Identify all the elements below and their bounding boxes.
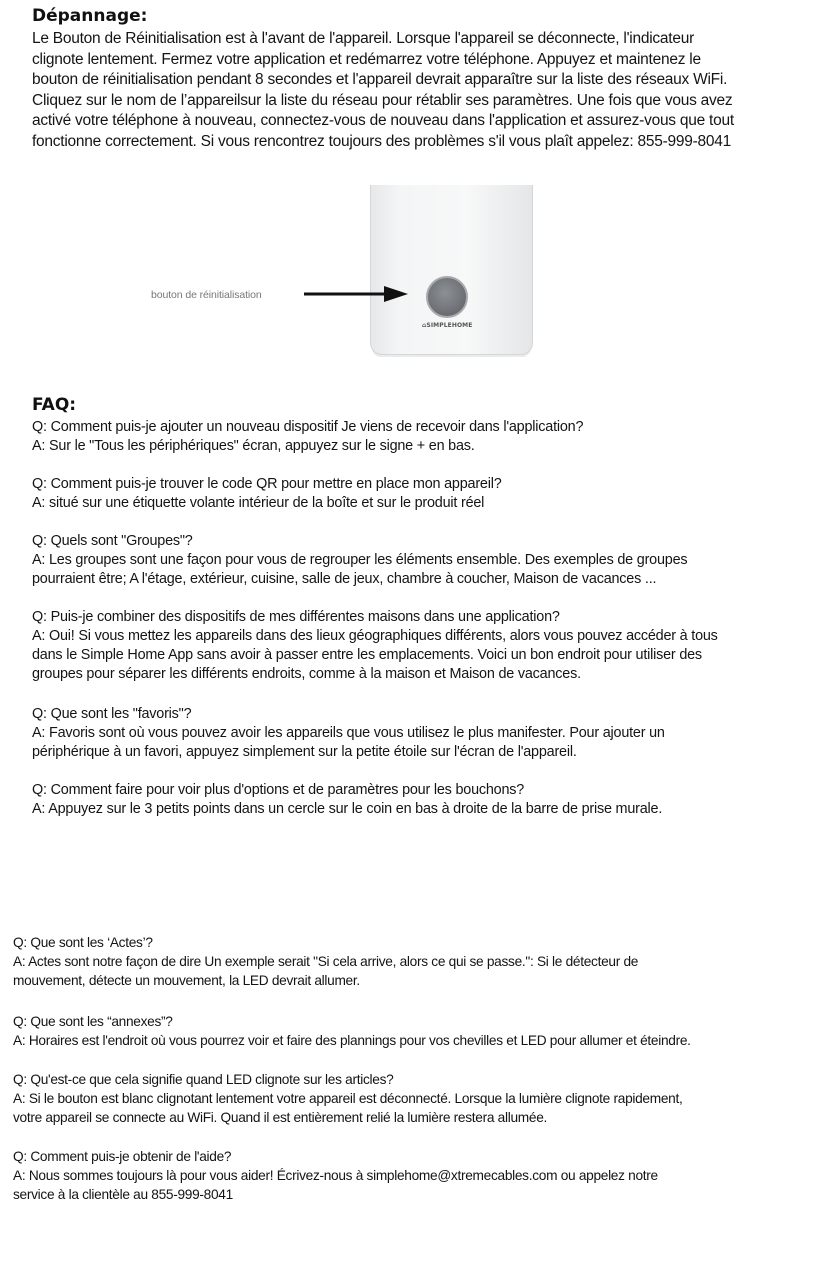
reset-button-callout-label: bouton de réinitialisation [151, 289, 262, 301]
faq-item [32, 532, 687, 589]
faq-answer: périphérique à un favori, appuyez simplement sur la petite étoile sur l'écran de l'appareil. [32, 744, 577, 760]
brand-logo [422, 322, 472, 329]
faq-item [32, 608, 718, 684]
troubleshooting-heading: Dépannage: [32, 6, 148, 26]
faq-answer: groupes pour séparer les différents endroits, comme à la maison et Maison de vacances. [32, 666, 581, 682]
faq-question: Q: Comment puis-je obtenir de l'aide? [13, 1149, 232, 1164]
faq-item [13, 1070, 682, 1127]
faq-answer: A: Horaires est l'endroit où vous pourrez voir et faire des plannings pour vos chevilles et LED pour allumer et éteindre. [13, 1033, 691, 1048]
reset-button-image [426, 276, 468, 318]
faq-item [32, 475, 502, 513]
brand-logo-text: SIMPLEHOME [426, 322, 473, 329]
faq-answer: service à la clientèle au 855-999-8041 [13, 1187, 233, 1202]
faq-answer: dans le Simple Home App sans avoir à passer entre les emplacements. Voici un bon endroit pour utiliser des [32, 647, 702, 663]
home-logo-icon: ⌂ [422, 322, 427, 329]
faq-item [13, 1012, 691, 1050]
faq-item [13, 933, 638, 990]
faq-question: Q: Quels sont "Groupes"? [32, 533, 193, 549]
faq-item [32, 418, 583, 456]
faq-item [13, 1147, 658, 1204]
faq-answer: A: Nous sommes toujours là pour vous aider! Écrivez-nous à simplehome@xtremecables.com ou appelez notre [13, 1168, 658, 1183]
faq-answer: A: Sur le "Tous les périphériques" écran, appuyez sur le signe + en bas. [32, 438, 475, 454]
faq-answer: A: situé sur une étiquette volante intérieur de la boîte et sur le produit réel [32, 495, 485, 511]
callout-arrow-icon [300, 284, 412, 304]
faq-answer: A: Les groupes sont une façon pour vous de regrouper les éléments ensemble. Des exemples de groupes [32, 552, 688, 568]
faq-question: Q: Que sont les ‘Actes’? [13, 935, 153, 950]
faq-answer: votre appareil se connecte au WiFi. Quand il est entièrement relié la lumière restera allumée. [13, 1110, 548, 1125]
faq-answer: pourraient être; A l'étage, extérieur, cuisine, salle de jeux, chambre à coucher, Maison de vacances ... [32, 571, 657, 587]
faq-question: Q: Qu'est-ce que cela signifie quand LED clignote sur les articles? [13, 1072, 394, 1087]
troubleshooting-line: activé votre téléphone à nouveau, connectez-vous de nouveau dans l'application et assurez-vous que tout [32, 112, 734, 129]
troubleshooting-line: bouton de réinitialisation pendant 8 secondes et l'appareil devrait apparaître sur la liste des réseaux WiFi. [32, 71, 728, 88]
faq-answer: A: Oui! Si vous mettez les appareils dans des lieux géographiques différents, alors vous pouvez accéder à tous [32, 628, 718, 644]
troubleshooting-paragraph [32, 29, 734, 152]
troubleshooting-line: clignote lentement. Fermez votre application et redémarrez votre téléphone. Appuyez et maintenez le [32, 50, 701, 68]
troubleshooting-line: Cliquez sur le nom de l’appareilsur la liste du réseau pour rétablir ses paramètres. Une fois que vous avez [32, 91, 733, 109]
faq-question: Q: Que sont les "favoris"? [32, 706, 192, 722]
faq-question: Q: Que sont les “annexes”? [13, 1014, 173, 1029]
faq-question: Q: Puis-je combiner des dispositifs de mes différentes maisons dans une application? [32, 609, 560, 625]
faq-heading: FAQ: [32, 395, 77, 415]
faq-item [32, 781, 662, 819]
faq-question: Q: Comment puis-je trouver le code QR pour mettre en place mon appareil? [32, 476, 502, 492]
faq-question: Q: Comment puis-je ajouter un nouveau dispositif Je viens de recevoir dans l'application? [32, 419, 584, 435]
faq-answer: A: Favoris sont où vous pouvez avoir les appareils que vous utilisez le plus manifester. Pour ajouter un [32, 725, 665, 741]
troubleshooting-line: Le Bouton de Réinitialisation est à l'avant de l'appareil. Lorsque l'appareil se déconnecte, l'indicateur [32, 30, 695, 47]
faq-item [32, 705, 665, 762]
faq-answer: A: Si le bouton est blanc clignotant lentement votre appareil est déconnecté. Lorsque la lumière clignote rapidement, [13, 1091, 683, 1106]
device-body [370, 185, 533, 355]
troubleshooting-line: fonctionne correctement. Si vous rencontrez toujours des problèmes s'il vous plaît appelez: 855-999-8041 [32, 132, 731, 150]
faq-question: Q: Comment faire pour voir plus d'options et de paramètres pour les bouchons? [32, 782, 525, 798]
faq-answer: mouvement, détecte un mouvement, la LED devrait allumer. [13, 973, 360, 988]
faq-answer: A: Appuyez sur le 3 petits points dans un cercle sur le coin en bas à droite de la barre de prise murale. [32, 801, 663, 817]
faq-answer: A: Actes sont notre façon de dire Un exemple serait "Si cela arrive, alors ce qui se passe.": Si le détecteur de [13, 954, 639, 969]
